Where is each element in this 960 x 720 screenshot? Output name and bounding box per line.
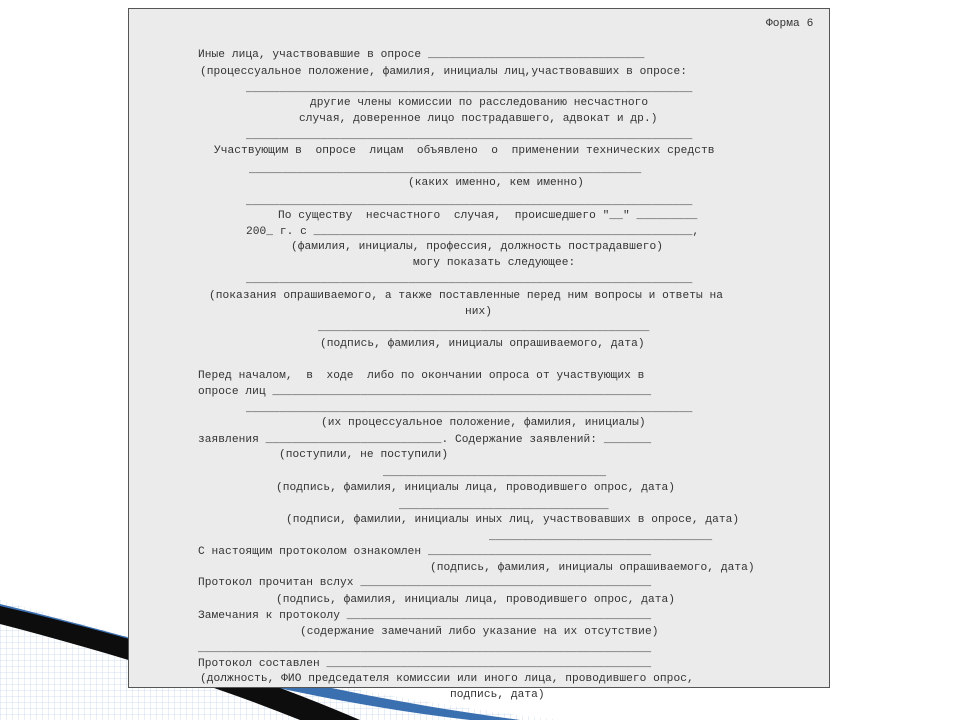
form-line: _________________________________ bbox=[383, 467, 607, 479]
form-line: случая, доверенное лицо пострадавшего, адвокат и др.) bbox=[299, 113, 658, 125]
form-line: них) bbox=[465, 306, 493, 318]
form-line: подпись, дата) bbox=[450, 689, 545, 701]
form-line: __________________________________________________________________ bbox=[246, 130, 693, 142]
form-line: Участвующим в опросе лицам объявлено о применении технических средств bbox=[214, 145, 715, 157]
form-line: (подпись, фамилия, инициалы опрашиваемого, дата) bbox=[430, 562, 755, 574]
form-line: 200_ г. с ________________________________________________________, bbox=[246, 226, 700, 238]
form-line: (фамилия, инициалы, профессия, должность пострадавшего) bbox=[291, 241, 663, 253]
form-line: (подпись, фамилия, инициалы опрашиваемого, дата) bbox=[320, 338, 645, 350]
form-line: другие члены комиссии по расследованию несчастного bbox=[310, 97, 649, 109]
form-line: опросе лиц ________________________________________________________ bbox=[198, 386, 652, 398]
form-line: __________________________________________________________________ bbox=[246, 403, 693, 415]
form-line: (содержание замечаний либо указание на их отсутствие) bbox=[300, 626, 659, 638]
form-line: _______________________________ bbox=[399, 500, 609, 512]
form-line: ___________________________________________________________________ bbox=[198, 643, 652, 655]
form-line: __________________________________________________________ bbox=[249, 164, 642, 176]
form-line: Протокол прочитан вслух ___________________________________________ bbox=[198, 577, 652, 589]
form-line: (подпись, фамилия, инициалы лица, проводившего опрос, дата) bbox=[276, 482, 676, 494]
form-line: __________________________________________________________________ bbox=[246, 83, 693, 95]
form-line: __________________________________________________________________ bbox=[246, 274, 693, 286]
form-line: (процессуальное положение, фамилия, инициалы лиц,участвовавших в опросе: bbox=[200, 66, 687, 78]
form-line: могу показать следующее: bbox=[413, 257, 576, 269]
form-line: По существу несчастного случая, происшедшего "__" _________ bbox=[278, 210, 698, 222]
form-line: заявления __________________________. Содержание заявлений: _______ bbox=[198, 434, 652, 446]
form-line: _________________________________________________ bbox=[318, 322, 650, 334]
document-form bbox=[128, 8, 830, 701]
form-line: (должность, ФИО председателя комиссии или иного лица, проводившего опрос, bbox=[200, 673, 694, 685]
form-line: Перед началом, в ходе либо по окончании опроса от участвующих в bbox=[198, 370, 645, 382]
form-line: (поступили, не поступили) bbox=[279, 449, 449, 461]
form-line: __________________________________________________________________ bbox=[246, 196, 693, 208]
form-line: (каких именно, кем именно) bbox=[408, 177, 584, 189]
form-line: (показания опрашиваемого, а также поставленные перед ним вопросы и ответы на bbox=[209, 290, 724, 302]
form-line: (подпись, фамилия, инициалы лица, проводившего опрос, дата) bbox=[276, 594, 676, 606]
form-line: (их процессуальное положение, фамилия, инициалы) bbox=[321, 417, 646, 429]
form-line: Иные лица, участвовавшие в опросе ________________________________ bbox=[198, 49, 645, 61]
form-line: С настоящим протоколом ознакомлен _________________________________ bbox=[198, 546, 652, 558]
form-line: _________________________________ bbox=[489, 531, 713, 543]
form-line: Замечания к протоколу _____________________________________________ bbox=[198, 610, 652, 622]
form-header: Форма 6 bbox=[766, 18, 814, 30]
form-line: Протокол составлен ________________________________________________ bbox=[198, 658, 652, 670]
form-line: (подписи, фамилии, инициалы иных лиц, участвовавших в опросе, дата) bbox=[286, 514, 740, 526]
